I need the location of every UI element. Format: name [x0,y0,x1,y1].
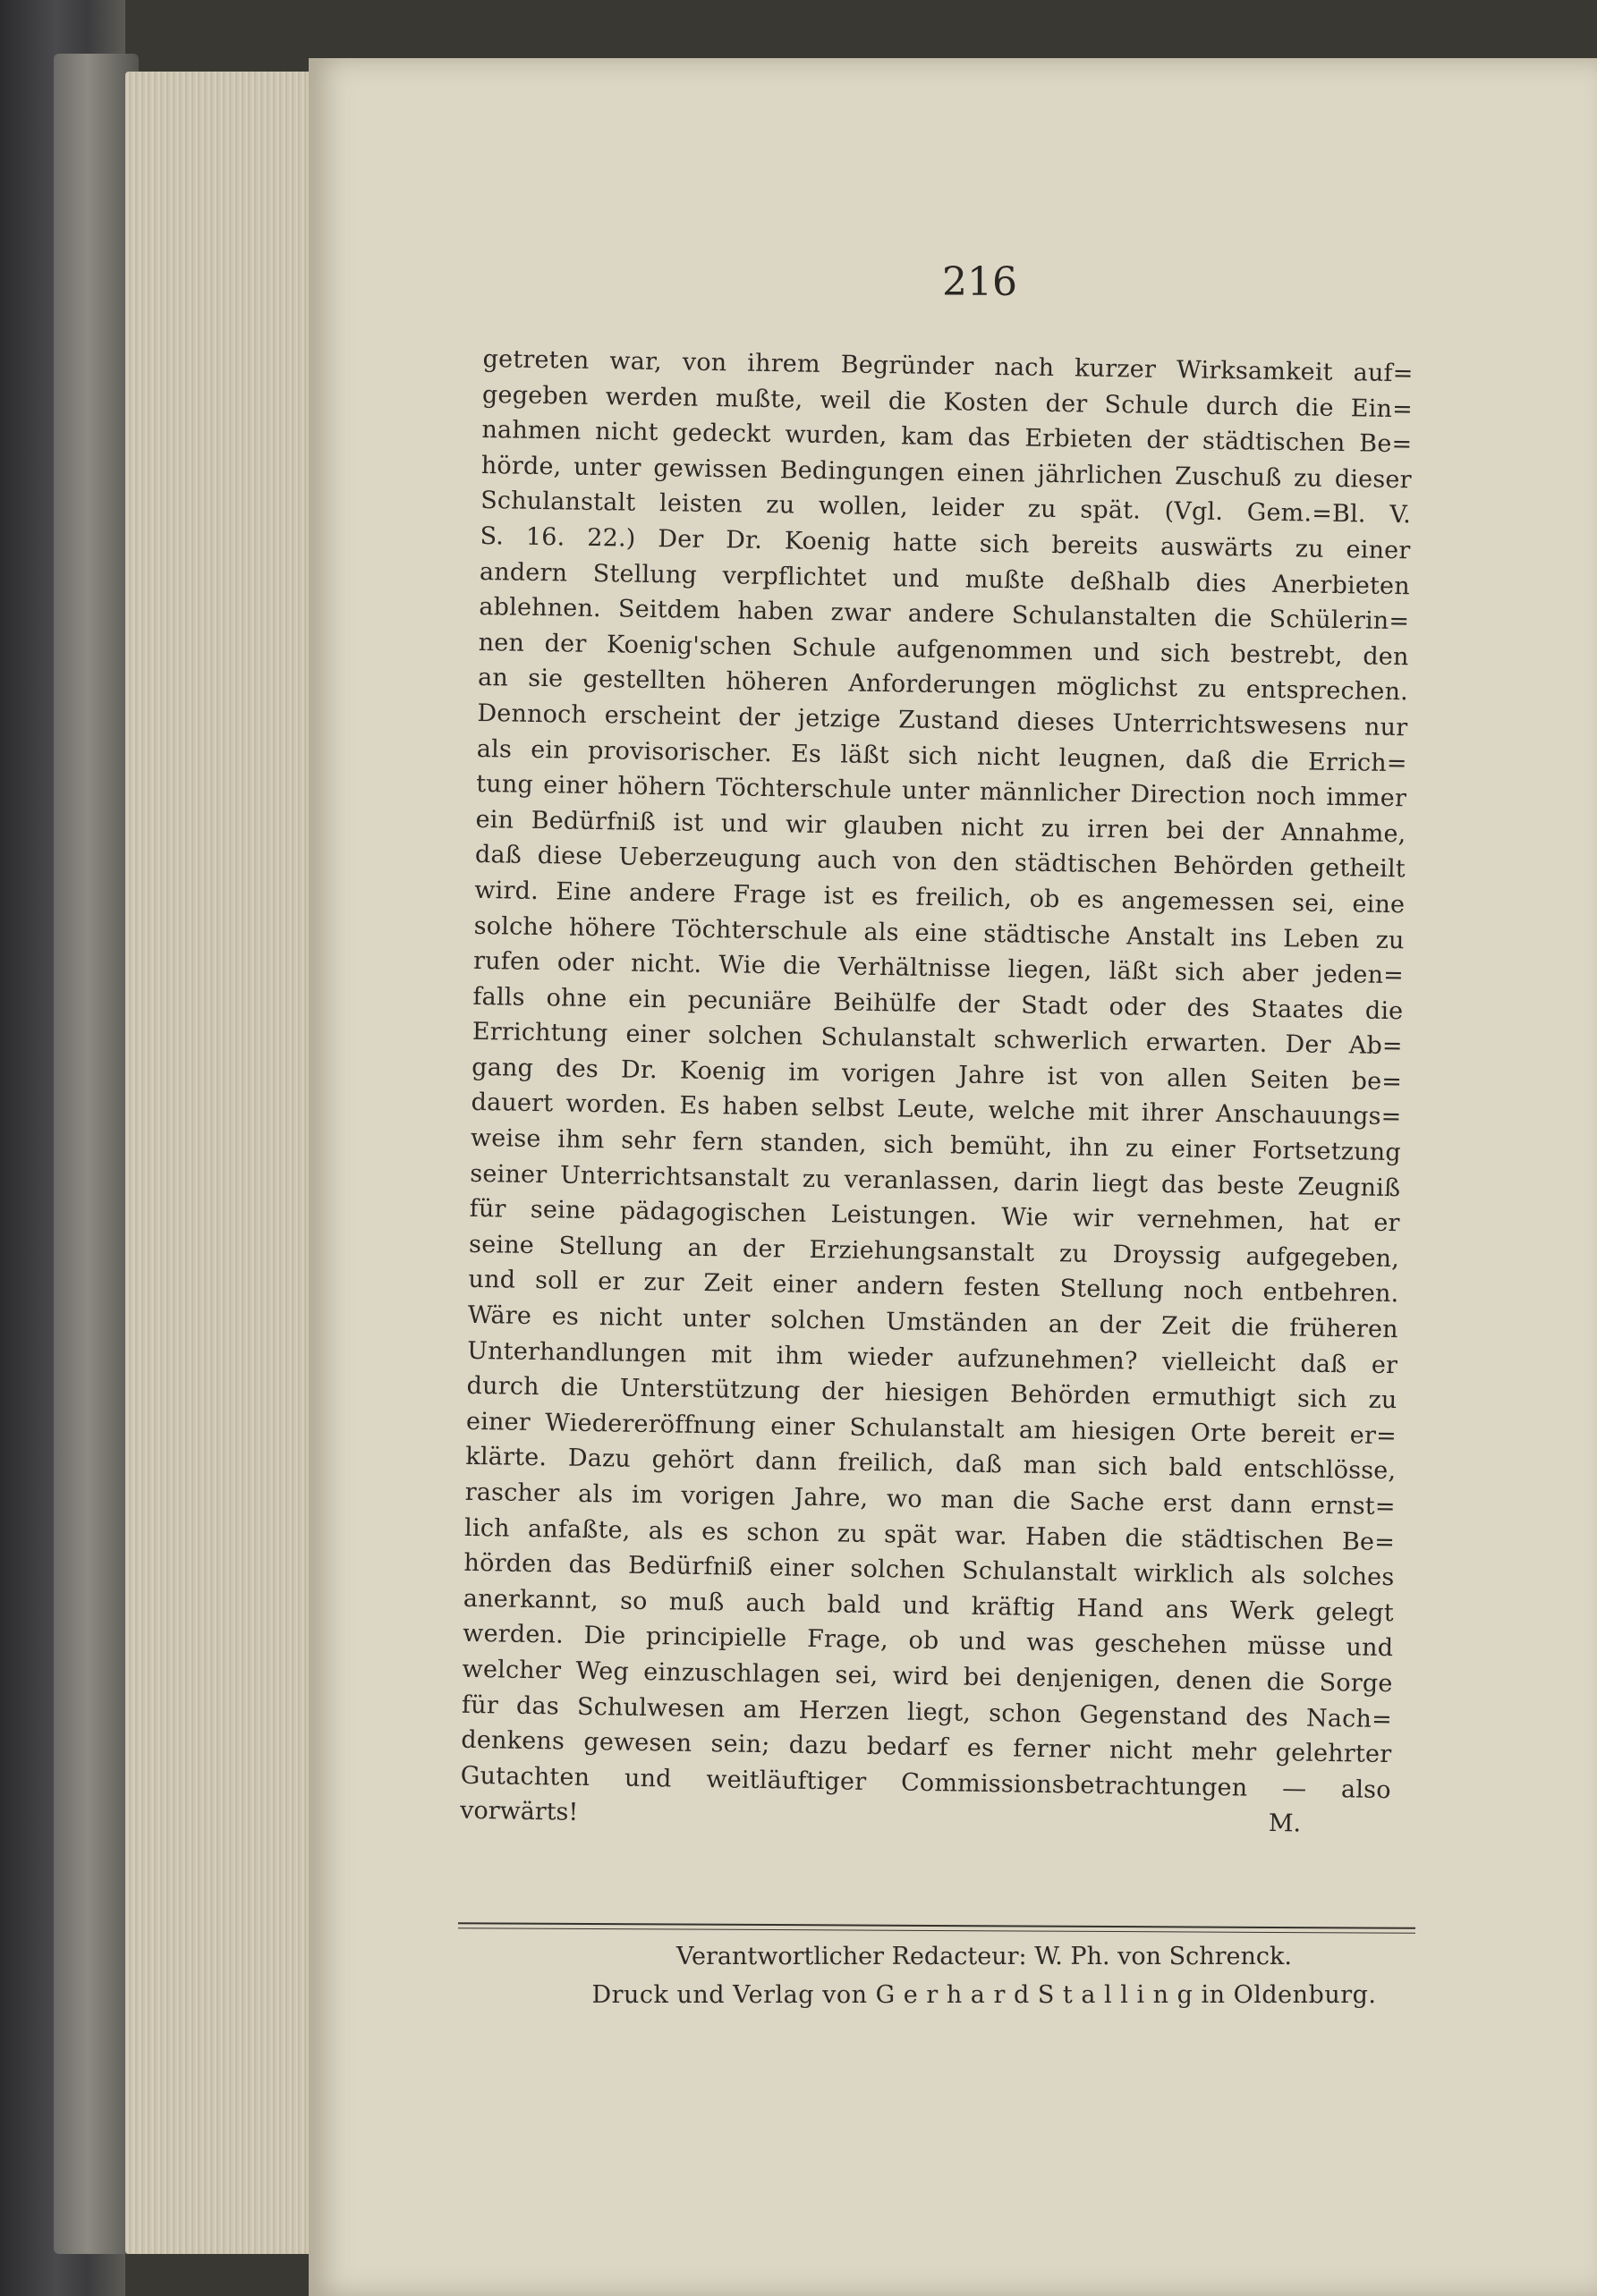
body-text [460,342,1414,1843]
text-line: S. 16. 22.) Der Dr. Koenig hatte sich bereits auswärts zu einer [480,521,1411,565]
text-line: falls ohne ein pecuniäre Beihülfe der Stadt oder des Staates die [472,982,1404,1025]
text-line: rufen oder nicht. Wie die Verhältnisse liegen, läßt sich aber jeden= [472,947,1405,990]
text-line: welcher Weg einzuschlagen sei, wird bei denjenigen, denen die Sorge [462,1655,1393,1699]
page-edges [125,72,331,2254]
text-line: weise ihm sehr fern standen, sich bemüht, ihn zu einer Fortsetzung [470,1123,1402,1167]
text-line: werden. Die principielle Frage, ob und was geschehen müsse und [463,1620,1394,1663]
text-line: anerkannt, so muß auch bald und kräftig Hand ans Werk gelegt [463,1584,1395,1627]
text-line: als ein provisorischer. Es läßt sich nicht leugnen, daß die Errich= [476,734,1407,777]
text-line: rascher als im vorigen Jahre, wo man die Sache erst dann ernst= [464,1478,1396,1521]
page-number: 216 [942,259,1017,305]
text-line: wird. Eine andere Frage ist es freilich, ob es angemessen sei, eine [474,876,1406,919]
text-line: gegeben werden mußte, weil die Kosten der Schule durch die Ein= [481,380,1414,423]
text-line: ablehnen. Seitdem haben zwar andere Schulanstalten die Schülerin= [479,593,1410,636]
text-line: klärte. Dazu gehört dann freilich, daß man sich bald entschlösse, [465,1443,1397,1486]
text-line: dauert worden. Es haben selbst Leute, welche mit ihrer Anschauungs= [471,1089,1402,1131]
text-line: lich anfaßte, als es schon zu spät war. Haben die städtischen Be= [463,1513,1396,1556]
text-line: Wäre es nicht unter solchen Umständen an der Zeit die früheren [467,1301,1399,1344]
text-line: ein Bedürfniß ist und wir glauben nicht zu irren bei der Annahme, [475,805,1406,848]
text-line: getreten war, von ihrem Begründer nach kurzer Wirksamkeit auf= [482,344,1414,388]
printer-imprint: Druck und Verlag von G e r h a r d S t a l l i n g in Oldenburg. [591,1981,1377,2009]
text-line: daß diese Ueberzeugung auch von den städtischen Behörden getheilt [474,841,1406,884]
text-line: einer Wiedereröffnung einer Schulanstalt am hiesigen Orte bereit er= [465,1407,1397,1450]
text-line: für seine pädagogischen Leistungen. Wie wir vernehmen, hat er [469,1195,1400,1238]
author-signature: M. [1268,1809,1302,1838]
text-line: Errichtung einer solchen Schulanstalt schwerlich erwarten. Der Ab= [471,1018,1403,1061]
text-line: hörden das Bedürfniß einer solchen Schulanstalt wirklich als solches [463,1549,1395,1592]
text-line: Schulanstalt leisten zu wollen, leider zu spät. (Vgl. Gem.=Bl. V. [480,487,1412,530]
text-line: an sie gestellten höheren Anforderungen möglichst zu entsprechen. [477,664,1409,707]
closing-word: vorwärts! [459,1797,579,1827]
text-line: nahmen nicht gedeckt wurden, kam das Erbieten der städtischen Be= [481,416,1413,459]
editor-imprint: Verantwortlicher Redacteur: W. Ph. von Schrenck. [676,1943,1292,1970]
text-line: Unterhandlungen mit ihm wieder aufzunehmen? vielleicht daß er [467,1336,1398,1379]
text-line: Dennoch erscheint der jetzige Zustand dieses Unterrichtswesens nur [477,699,1408,742]
text-line: tung einer höhern Töchterschule unter männlicher Direction noch immer [475,770,1407,813]
text-line: durch die Unterstützung der hiesigen Behörden ermuthigt sich zu [466,1372,1397,1415]
text-line: solche höhere Töchterschule als eine städtische Anstalt ins Leben zu [473,911,1405,954]
text-line: gang des Dr. Koenig im vorigen Jahre ist von allen Seiten be= [471,1053,1403,1097]
text-line: Gutachten und weitläuftiger Commissionsbetrachtungen — also [460,1761,1391,1804]
text-line: seine Stellung an der Erziehungsanstalt zu Droyssig aufgegeben, [468,1230,1400,1274]
text-line: hörde, unter gewissen Bedingungen einen jährlichen Zuschuß zu dieser [480,451,1412,495]
text-line: und soll er zur Zeit einer andern festen Stellung noch entbehren. [468,1266,1399,1309]
text-line: andern Stellung verpflichtet und mußte deßhalb dies Anerbieten [479,557,1411,600]
text-line: nen der Koenig'schen Schule aufgenommen und sich bestrebt, den [478,628,1409,672]
text-line: für das Schulwesen am Herzen liegt, schon Gegenstand des Nach= [461,1690,1393,1733]
text-line: seiner Unterrichtsanstalt zu veranlassen, darin liegt das beste Zeugniß [470,1159,1401,1202]
text-line: denkens gewesen sein; dazu bedarf es ferner nicht mehr gelehrter [461,1725,1392,1769]
